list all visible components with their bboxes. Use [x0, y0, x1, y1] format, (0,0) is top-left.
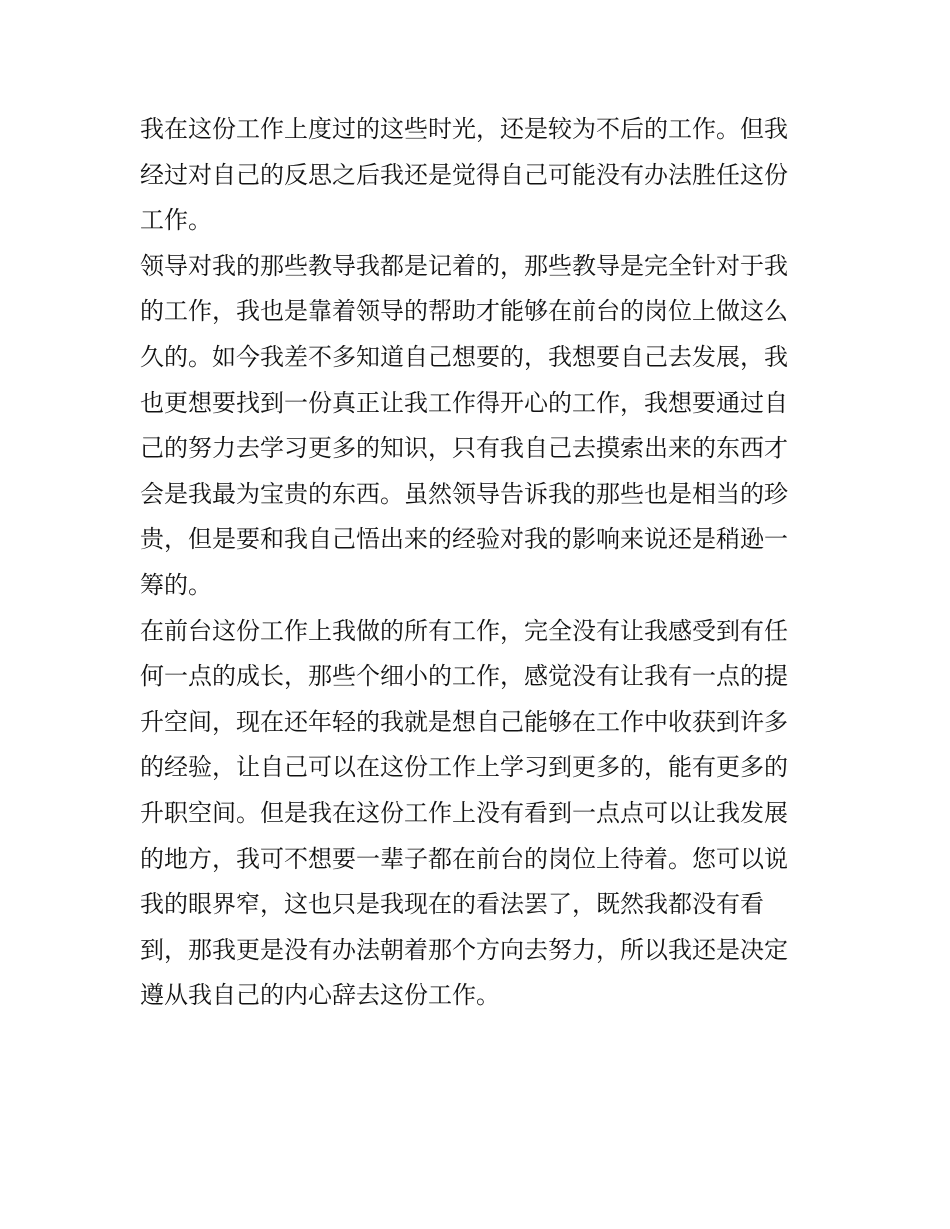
text-line: 久的。如今我差不多知道自己想要的，我想要自己去发展，我	[140, 342, 788, 371]
text-line: 遵从我自己的内心辞去这份工作。	[140, 981, 500, 1010]
paragraph-3	[140, 609, 812, 1019]
paragraph-2	[140, 244, 812, 609]
document-body	[140, 107, 812, 1019]
text-line: 升职空间。但是我在这份工作上没有看到一点点可以让我发展	[140, 798, 788, 827]
text-line: 会是我最为宝贵的东西。虽然领导告诉我的那些也是相当的珍	[140, 479, 788, 508]
text-line: 筹的。	[140, 570, 212, 599]
text-line: 工作。	[140, 206, 212, 235]
paragraph-1	[140, 107, 812, 244]
text-line: 贵，但是要和我自己悟出来的经验对我的影响来说还是稍逊一	[140, 525, 788, 554]
text-line: 升空间，现在还年轻的我就是想自己能够在工作中收获到许多	[140, 707, 788, 736]
text-line: 经过对自己的反思之后我还是觉得自己可能没有办法胜任这份	[140, 160, 788, 189]
text-line: 在前台这份工作上我做的所有工作，完全没有让我感受到有任	[140, 616, 788, 645]
text-line: 的工作，我也是靠着领导的帮助才能够在前台的岗位上做这么	[140, 297, 788, 326]
text-line: 到，那我更是没有办法朝着那个方向去努力，所以我还是决定	[140, 935, 788, 964]
text-line: 的地方，我可不想要一辈子都在前台的岗位上待着。您可以说	[140, 844, 788, 873]
text-line: 何一点的成长，那些个细小的工作，感觉没有让我有一点的提	[140, 662, 788, 691]
text-line: 的经验，让自己可以在这份工作上学习到更多的，能有更多的	[140, 753, 788, 782]
text-line: 也更想要找到一份真正让我工作得开心的工作，我想要通过自	[140, 388, 788, 417]
text-line: 领导对我的那些教导我都是记着的，那些教导是完全针对于我	[140, 251, 788, 280]
text-line: 我在这份工作上度过的这些时光，还是较为不后的工作。但我	[140, 115, 788, 143]
text-line: 我的眼界窄，这也只是我现在的看法罢了，既然我都没有看	[140, 890, 764, 919]
text-line: 己的努力去学习更多的知识，只有我自己去摸索出来的东西才	[140, 434, 788, 463]
